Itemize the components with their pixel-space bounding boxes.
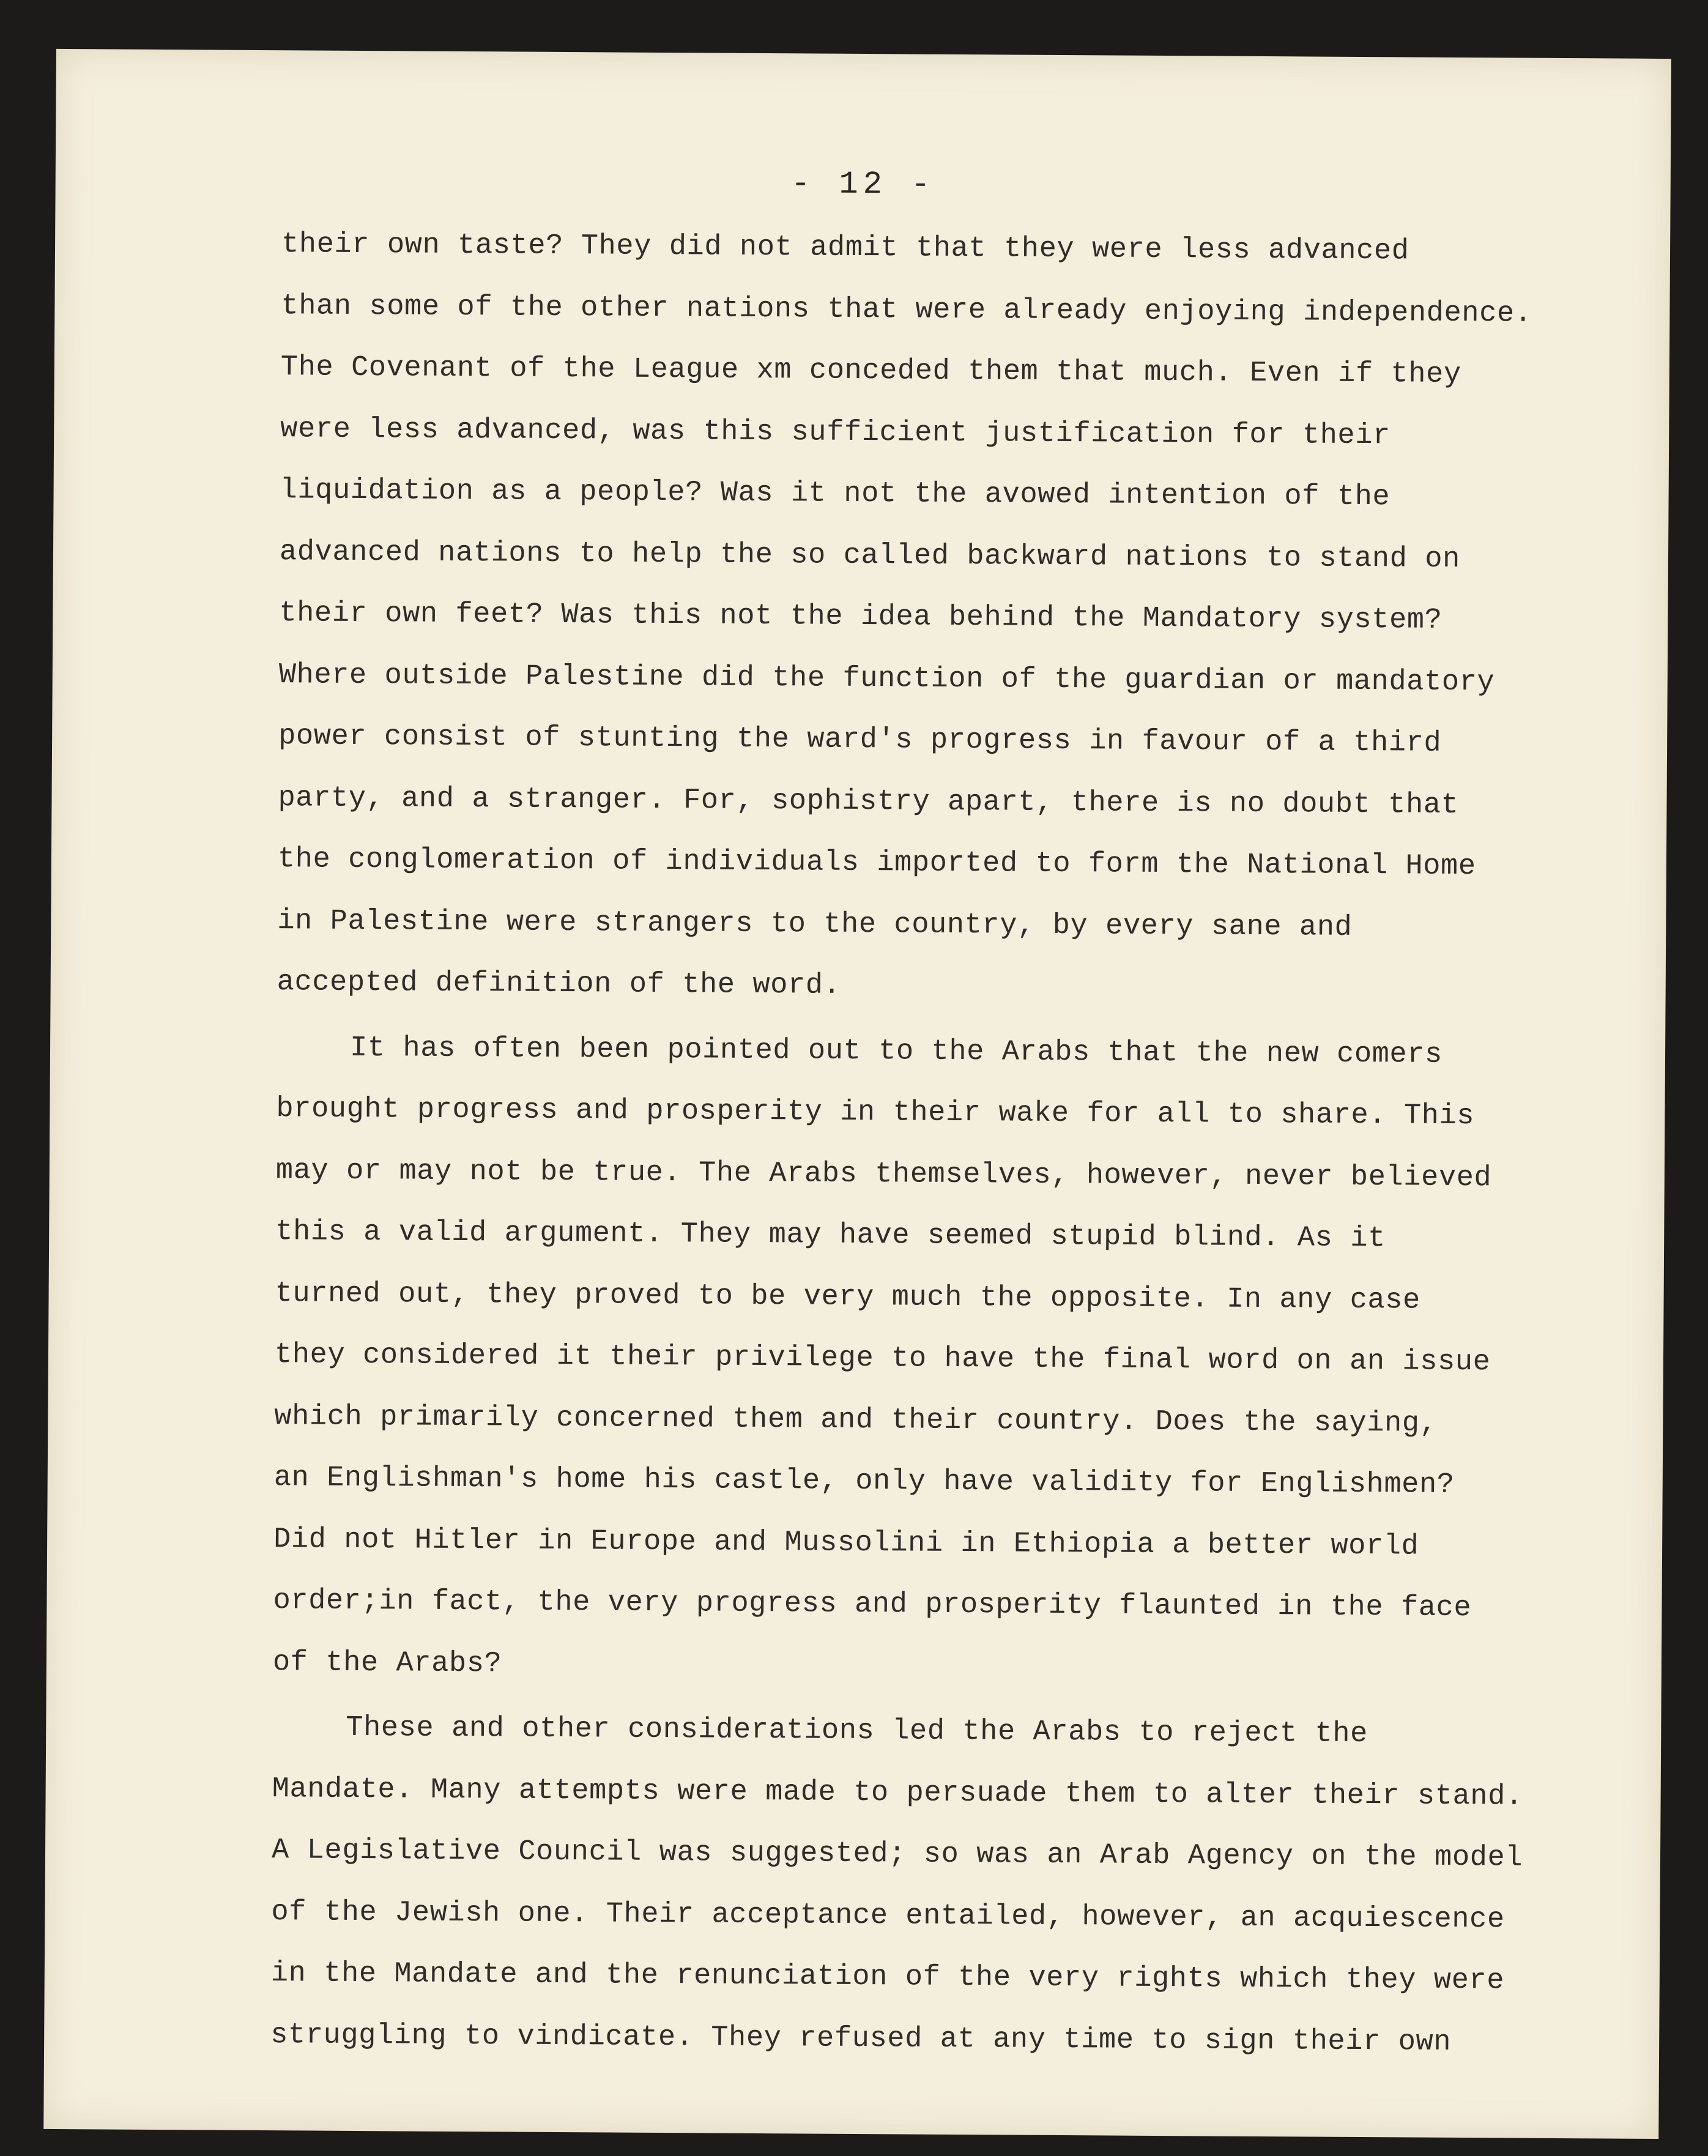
text-line: were less advanced, was this sufficient justification for their: [280, 412, 1391, 452]
text-line: their own taste? They did not admit that they were less advanced: [281, 228, 1409, 268]
text-line: The Covenant of the League xm conceded them that much. Even if they: [280, 351, 1461, 391]
text-line: Where outside Palestine did the function of the guardian or mandatory: [278, 658, 1495, 699]
text-line: the conglomeration of individuals imported to form the National Home: [277, 843, 1476, 883]
text-line: they considered it their privilege to have the final word on an issue: [274, 1339, 1491, 1379]
text-line: than some of the other nations that were already enjoying independence.: [281, 289, 1532, 330]
text-line: liquidation as a people? Was it not the avowed intention of the: [280, 474, 1391, 514]
text-line: an Englishman's home his castle, only have validity for Englishmen?: [273, 1462, 1455, 1501]
text-line: in Palestine were strangers to the country, by every sane and: [277, 904, 1353, 944]
page-number: - 12 -: [790, 166, 935, 203]
text-line: which primarily concerned them and their country. Does the saying,: [274, 1400, 1438, 1440]
paragraph: [277, 214, 1652, 1022]
text-line: It has often been pointed out to the Arabs that the new comers: [349, 1032, 1443, 1071]
body-text: [270, 214, 1652, 2075]
text-line: their own feet? Was this not the idea behind the Mandatory system?: [279, 597, 1443, 637]
text-line: These and other considerations led the Arabs to reject the: [346, 1711, 1368, 1751]
paragraph: [273, 1017, 1647, 1702]
text-line: this a valid argument. They may have seemed stupid blind. As it: [275, 1216, 1386, 1255]
text-line: Did not Hitler in Europe and Mussolini in Ethiopia a better world: [273, 1523, 1419, 1563]
text-line: in the Mandate and the renunciation of the very rights which they were: [270, 1957, 1505, 1998]
paragraph: [270, 1697, 1643, 2075]
text-line: of the Jewish one. Their acceptance entailed, however, an acquiescence: [271, 1895, 1505, 1936]
text-line: A Legislative Council was suggested; so was an Arab Agency on the model: [271, 1834, 1523, 1875]
text-line: order;in fact, the very progress and prosperity flaunted in the face: [273, 1585, 1472, 1625]
text-line: brought progress and prosperity in their wake for all to share. This: [276, 1093, 1475, 1133]
text-line: accepted definition of the word.: [277, 966, 841, 1002]
document-page: [43, 49, 1671, 2139]
text-line: may or may not be true. The Arabs themselves, however, never believed: [275, 1154, 1492, 1194]
text-line: turned out, they proved to be very much the opposite. In any case: [275, 1277, 1421, 1317]
text-line: Mandate. Many attempts were made to persuade them to alter their stand.: [272, 1772, 1523, 1813]
text-line: party, and a stranger. For, sophistry apart, there is no doubt that: [278, 781, 1459, 822]
text-line: advanced nations to help the so called backward nations to stand on: [279, 535, 1461, 576]
text-line: of the Arabs?: [272, 1646, 502, 1680]
text-line: struggling to vindicate. They refused at any time to sign their own: [270, 2018, 1452, 2059]
text-line: power consist of stunting the ward's progress in favour of a third: [278, 720, 1442, 760]
